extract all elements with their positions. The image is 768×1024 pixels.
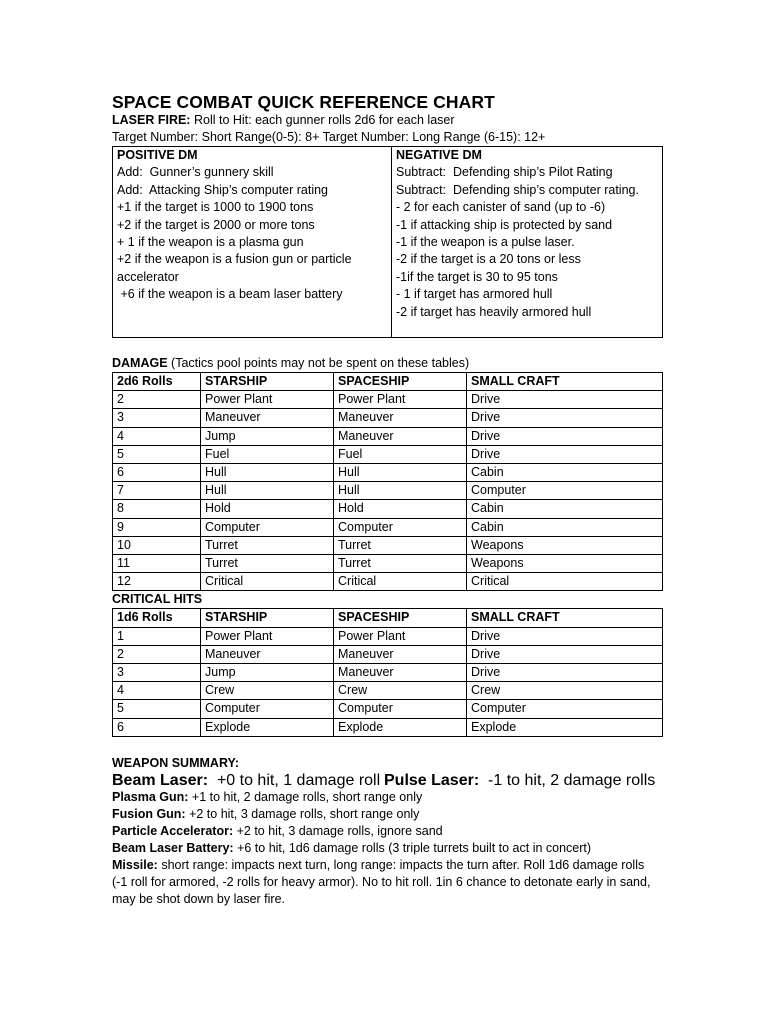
table-cell: 9 xyxy=(113,518,201,536)
table-cell: Maneuver xyxy=(201,645,334,663)
dm-table xyxy=(112,146,663,338)
table-cell: Explode xyxy=(334,718,467,736)
table-cell: 2 xyxy=(113,645,201,663)
table-row xyxy=(113,555,663,573)
positive-dm-cell xyxy=(113,147,392,338)
laser-fire-line xyxy=(112,112,664,129)
table-cell: 5 xyxy=(113,700,201,718)
table-cell: Cabin xyxy=(467,464,663,482)
table-row xyxy=(113,627,663,645)
damage-note: (Tactics pool points may not be spent on these tables) xyxy=(167,356,470,370)
weapon-fusion-gun xyxy=(112,806,664,823)
table-cell: Drive xyxy=(467,391,663,409)
table-cell: Hull xyxy=(334,482,467,500)
table-cell: Drive xyxy=(467,445,663,463)
table-cell: 12 xyxy=(113,573,201,591)
table-cell: Drive xyxy=(467,409,663,427)
positive-dm-item: Add: Gunner’s gunnery skill xyxy=(117,165,274,180)
weapon-summary-heading: WEAPON SUMMARY: xyxy=(112,755,240,770)
negative-dm-header: NEGATIVE DM xyxy=(396,148,482,162)
weapon-pulse-laser xyxy=(384,772,655,790)
negative-dm-item: - 1 if target has armored hull xyxy=(396,287,553,302)
table-cell: Maneuver xyxy=(334,664,467,682)
table-cell: 11 xyxy=(113,555,201,573)
weapon-name: Missile: xyxy=(112,857,158,872)
negative-dm-item: -1if the target is 30 to 95 tons xyxy=(396,269,558,284)
negative-dm-item: -1 if attacking ship is protected by sand xyxy=(396,217,613,232)
column-header: SMALL CRAFT xyxy=(467,609,663,627)
table-cell: Drive xyxy=(467,645,663,663)
column-header: SMALL CRAFT xyxy=(467,373,663,391)
table-row xyxy=(113,409,663,427)
negative-dm-item: -2 if the target is a 20 tons or less xyxy=(396,252,581,267)
table-row xyxy=(113,391,663,409)
table-cell: Drive xyxy=(467,627,663,645)
table-cell: Weapons xyxy=(467,555,663,573)
weapon-beam-laser-battery xyxy=(112,840,664,857)
weapon-missile xyxy=(112,857,652,908)
laser-fire-label: LASER FIRE: xyxy=(112,113,191,127)
table-row xyxy=(113,464,663,482)
positive-dm-item: +1 if the target is 1000 to 1900 tons xyxy=(117,200,314,215)
weapon-name: Fusion Gun: xyxy=(112,806,186,821)
negative-dm-cell xyxy=(392,147,663,338)
table-cell: 5 xyxy=(113,445,201,463)
critical-hits-table xyxy=(112,608,663,736)
table-cell: Hold xyxy=(334,500,467,518)
table-cell: Explode xyxy=(467,718,663,736)
table-cell: 4 xyxy=(113,427,201,445)
column-header: STARSHIP xyxy=(201,609,334,627)
table-cell: Maneuver xyxy=(334,409,467,427)
table-cell: Turret xyxy=(334,536,467,554)
damage-label: DAMAGE xyxy=(112,356,168,370)
table-cell: Power Plant xyxy=(334,627,467,645)
table-cell: Fuel xyxy=(334,445,467,463)
table-cell: Hull xyxy=(334,464,467,482)
negative-dm-item: - 2 for each canister of sand (up to -6) xyxy=(396,200,606,215)
table-cell: 3 xyxy=(113,409,201,427)
table-row xyxy=(113,500,663,518)
table-cell: Turret xyxy=(334,555,467,573)
weapon-desc: +1 to hit, 2 damage rolls, short range only xyxy=(188,789,423,804)
target-number-line: Target Number: Short Range(0-5): 8+ Target Number: Long Range (6-15): 12+ xyxy=(112,130,546,144)
table-cell: Power Plant xyxy=(201,627,334,645)
table-cell: Computer xyxy=(467,700,663,718)
table-cell: Weapons xyxy=(467,536,663,554)
table-cell: 4 xyxy=(113,682,201,700)
table-cell: 10 xyxy=(113,536,201,554)
weapon-beam-laser xyxy=(112,772,380,789)
table-cell: Maneuver xyxy=(201,409,334,427)
table-cell: Fuel xyxy=(201,445,334,463)
column-header: SPACESHIP xyxy=(334,609,467,627)
column-header: 2d6 Rolls xyxy=(113,373,201,391)
weapon-name: Beam Laser Battery: xyxy=(112,840,234,855)
weapon-desc: +6 to hit, 1d6 damage rolls (3 triple turrets built to act in concert) xyxy=(233,840,592,855)
table-cell: Hull xyxy=(201,482,334,500)
table-cell: Computer xyxy=(334,518,467,536)
table-cell: Power Plant xyxy=(334,391,467,409)
laser-fire-text: Roll to Hit: each gunner rolls 2d6 for each laser xyxy=(193,113,455,127)
table-cell: Computer xyxy=(334,700,467,718)
table-cell: Critical xyxy=(334,573,467,591)
table-cell: Turret xyxy=(201,536,334,554)
table-cell: Crew xyxy=(334,682,467,700)
table-row xyxy=(113,718,663,736)
weapon-desc: -1 to hit, 2 damage rolls xyxy=(479,771,656,789)
positive-dm-item: + 1 if the weapon is a plasma gun xyxy=(117,235,304,250)
reference-chart xyxy=(112,92,664,908)
table-cell: 2 xyxy=(113,391,201,409)
weapon-name: Beam Laser: xyxy=(112,771,209,789)
table-cell: Computer xyxy=(201,700,334,718)
table-row xyxy=(113,573,663,591)
table-cell: Computer xyxy=(467,482,663,500)
table-cell: Hull xyxy=(201,464,334,482)
table-cell: Critical xyxy=(467,573,663,591)
table-cell: Cabin xyxy=(467,518,663,536)
table-cell: Cabin xyxy=(467,500,663,518)
table-row xyxy=(113,536,663,554)
positive-dm-header: POSITIVE DM xyxy=(117,148,198,162)
column-header: 1d6 Rolls xyxy=(113,609,201,627)
table-header-row xyxy=(113,373,663,391)
table-cell: Computer xyxy=(201,518,334,536)
damage-table xyxy=(112,372,663,591)
critical-hits-heading: CRITICAL HITS xyxy=(112,592,203,607)
table-row xyxy=(113,645,663,663)
table-cell: Crew xyxy=(201,682,334,700)
positive-dm-list xyxy=(117,164,387,303)
table-cell: Crew xyxy=(467,682,663,700)
table-cell: Jump xyxy=(201,427,334,445)
table-cell: Power Plant xyxy=(201,391,334,409)
negative-dm-list xyxy=(396,164,658,321)
table-row xyxy=(113,518,663,536)
weapon-name: Particle Accelerator: xyxy=(112,823,234,838)
weapon-particle-accelerator xyxy=(112,823,664,840)
positive-dm-item: +2 if the target is 2000 or more tons xyxy=(117,217,315,232)
weapon-desc: short range: impacts next turn, long range: impacts the turn after. Roll 1d6 damage rolls (-1 roll for armored, -2 rolls for heavy armor). No to hit roll. 1in 6 chance to detonate early in sand, may be shot down by laser fire. xyxy=(112,857,651,906)
table-cell: 6 xyxy=(113,718,201,736)
column-header: STARSHIP xyxy=(201,373,334,391)
table-header-row xyxy=(113,609,663,627)
weapon-desc: +2 to hit, 3 damage rolls, ignore sand xyxy=(233,823,443,838)
table-row xyxy=(113,700,663,718)
table-cell: Maneuver xyxy=(334,427,467,445)
table-cell: Drive xyxy=(467,427,663,445)
table-cell: Maneuver xyxy=(334,645,467,663)
table-cell: Turret xyxy=(201,555,334,573)
damage-heading xyxy=(112,355,664,372)
negative-dm-item: -1 if the weapon is a pulse laser. xyxy=(396,235,575,250)
negative-dm-item: Subtract: Defending ship’s Pilot Rating xyxy=(396,165,613,180)
table-cell: 8 xyxy=(113,500,201,518)
weapon-name: Plasma Gun: xyxy=(112,789,189,804)
table-row xyxy=(113,427,663,445)
table-row xyxy=(113,445,663,463)
weapon-name: Pulse Laser: xyxy=(384,771,480,789)
table-cell: 6 xyxy=(113,464,201,482)
positive-dm-item: +6 if the weapon is a beam laser battery xyxy=(117,287,343,302)
table-cell: 7 xyxy=(113,482,201,500)
table-cell: Critical xyxy=(201,573,334,591)
negative-dm-item: -2 if target has heavily armored hull xyxy=(396,304,592,319)
positive-dm-item: +2 if the weapon is a fusion gun or particle accelerator xyxy=(117,252,356,284)
table-cell: Explode xyxy=(201,718,334,736)
table-row xyxy=(113,482,663,500)
weapon-desc: +0 to hit, 1 damage roll xyxy=(208,771,381,789)
page-title: SPACE COMBAT QUICK REFERENCE CHART xyxy=(112,92,495,112)
weapon-desc: +2 to hit, 3 damage rolls, short range only xyxy=(185,806,420,821)
negative-dm-item: Subtract: Defending ship’s computer rating. xyxy=(396,182,639,197)
table-row xyxy=(113,664,663,682)
table-row xyxy=(113,682,663,700)
table-cell: 3 xyxy=(113,664,201,682)
table-cell: Jump xyxy=(201,664,334,682)
table-cell: Drive xyxy=(467,664,663,682)
positive-dm-item: Add: Attacking Ship’s computer rating xyxy=(117,182,328,197)
weapon-plasma-gun xyxy=(112,789,664,806)
table-cell: 1 xyxy=(113,627,201,645)
weapon-line-lasers xyxy=(112,772,664,789)
column-header: SPACESHIP xyxy=(334,373,467,391)
table-cell: Hold xyxy=(201,500,334,518)
